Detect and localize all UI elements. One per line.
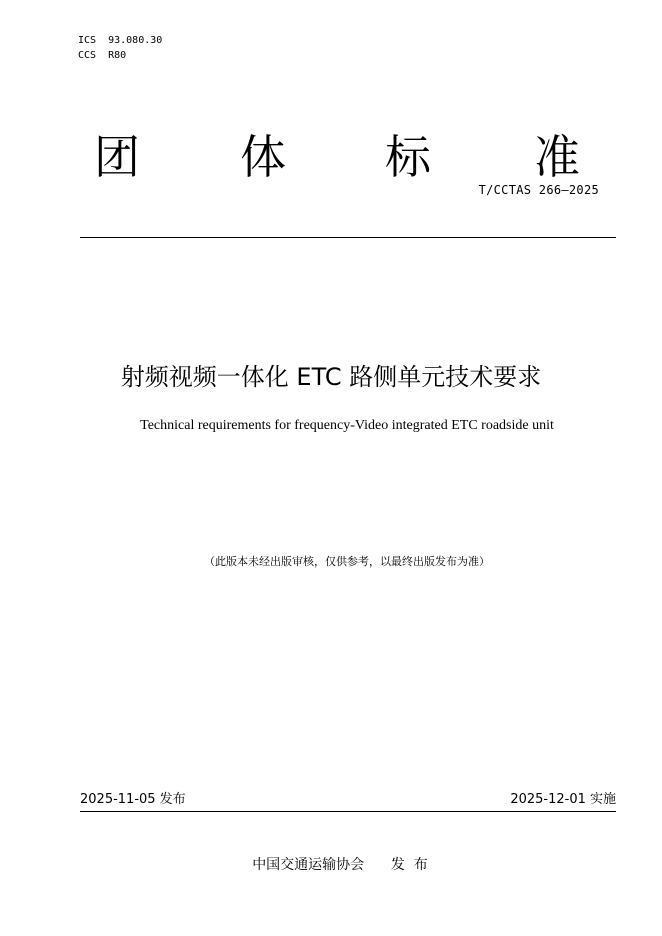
standard-type-char-1: 团: [94, 130, 140, 184]
standard-type-char-3: 标: [385, 130, 431, 184]
document-title-chinese: 射频视频一体化 ETC 路侧单元技术要求: [120, 363, 542, 391]
issue-date: 2025-11-05 发布: [80, 792, 186, 807]
standard-type-heading: [88, 126, 588, 188]
ics-code: ICS 93.080.30: [78, 35, 163, 46]
standard-type-char-2: 体: [240, 130, 286, 184]
header-divider: [80, 237, 616, 238]
draft-notice: （此版本未经出版审核，仅供参考，以最终出版发布为准）: [204, 555, 490, 568]
implementation-date: 2025-12-01 实施: [510, 792, 616, 807]
document-title-english: Technical requirements for frequency-Video integrated ETC roadside unit: [140, 418, 554, 433]
footer-divider: [80, 811, 616, 812]
publisher-line: 中国交通运输协会 发 布: [252, 857, 428, 873]
ccs-code: CCS R80: [78, 50, 127, 61]
standard-number: T/CCTAS 266—2025: [478, 183, 599, 197]
standard-type-char-4: 准: [534, 130, 580, 184]
classification-codes: [78, 33, 162, 63]
